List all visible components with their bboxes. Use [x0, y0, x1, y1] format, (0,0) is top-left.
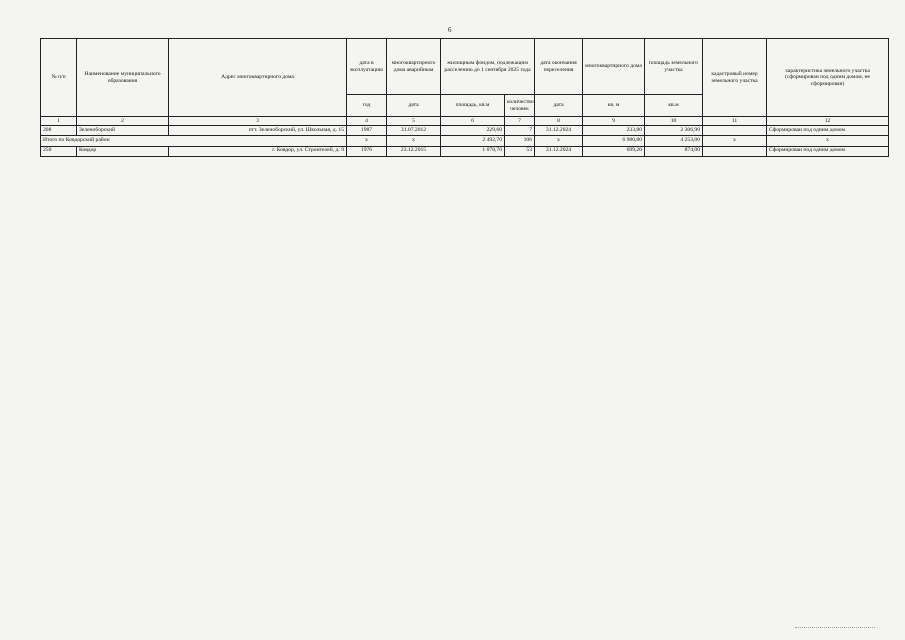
row-year: 1987: [347, 126, 387, 136]
header-resettlement: жилищным фондом, подлежащим расселению до 1 сентября 2025 года: [441, 39, 535, 95]
table-row: [41, 126, 889, 136]
row-end-date: 31.12.2024: [535, 146, 583, 156]
subheader-end-date: дата: [535, 95, 583, 117]
column-index: 9: [583, 117, 645, 126]
subtotal-area: 2 492,70: [441, 136, 505, 146]
row-area: 229,60: [441, 126, 505, 136]
subheader-year: год: [347, 95, 387, 117]
table-header: [41, 39, 889, 126]
row-area: 1 078,70: [441, 146, 505, 156]
column-index: 6: [441, 117, 505, 126]
page-number: 6: [448, 26, 452, 34]
row-building-area: 233,80: [583, 126, 645, 136]
row-address: г. Ковдор, ул. Строителей, д. 9: [169, 146, 347, 156]
column-index: 4: [347, 117, 387, 126]
row-year: 1976: [347, 146, 387, 156]
column-index: 8: [535, 117, 583, 126]
header-land-characteristic: характеристика земельного участка (сформирован под одним домом, не сформирован): [767, 39, 889, 117]
subtotal-label: Итого по Ковдорский район: [41, 136, 347, 146]
subheader-sqm: кв. м: [583, 95, 645, 117]
subtotal-people: 106: [505, 136, 535, 146]
subtotal-characteristic: x: [767, 136, 889, 146]
row-cadastral: [703, 126, 767, 136]
column-index: 5: [387, 117, 441, 126]
table-row: [41, 146, 889, 156]
subtotal-date: x: [387, 136, 441, 146]
subheader-people: количество человек: [505, 95, 535, 117]
row-date: 23.12.2015: [387, 146, 441, 156]
column-index: 1: [41, 117, 77, 126]
column-index: 10: [645, 117, 703, 126]
subtotal-row: [41, 136, 889, 146]
table-body: [41, 126, 889, 157]
column-index: 3: [169, 117, 347, 126]
subheader-sqm2: кв.м: [645, 95, 703, 117]
header-municipality: Наименование муниципального образования: [77, 39, 169, 117]
column-index: 7: [505, 117, 535, 126]
row-people: 7: [505, 126, 535, 136]
header-cadastral: кадастровый номер земельного участка: [703, 39, 767, 117]
subtotal-land-area: 4 253,00: [645, 136, 703, 146]
header-emergency: многоквартирного дома аварийным: [387, 39, 441, 95]
column-index: 2: [77, 117, 169, 126]
scan-artifact: [795, 627, 875, 634]
row-cadastral: [703, 146, 767, 156]
header-commission-year: дата в эксплуатацию: [347, 39, 387, 95]
row-end-date: 31.12.2024: [535, 126, 583, 136]
column-index: 11: [703, 117, 767, 126]
header-end-date: дата окончания переселения: [535, 39, 583, 95]
row-characteristic: Сформирован под одним домом: [767, 146, 889, 156]
subtotal-building-area: 6 980,80: [583, 136, 645, 146]
subtotal-end-date: x: [535, 136, 583, 146]
row-address: пгт. Зеленоборский, ул. Школьная, д. 15: [169, 126, 347, 136]
subtotal-cadastral: x: [703, 136, 767, 146]
row-municipality: Зеленоборский: [77, 126, 169, 136]
subheader-area: площадь, кв.м: [441, 95, 505, 117]
row-number: 208: [41, 126, 77, 136]
subheader-date: дата: [387, 95, 441, 117]
row-building-area: 699,20: [583, 146, 645, 156]
row-land-area: 874,00: [645, 146, 703, 156]
header-number: № п/п: [41, 39, 77, 117]
row-land-area: 2 306,90: [645, 126, 703, 136]
row-number: 250: [41, 146, 77, 156]
row-characteristic: Сформирован под одним домом: [767, 126, 889, 136]
row-people: 53: [505, 146, 535, 156]
header-land-area: площадь земельного участка: [645, 39, 703, 95]
row-municipality: Ковдор: [77, 146, 169, 156]
column-index: 12: [767, 117, 889, 126]
housing-register-table: [40, 38, 889, 157]
header-address: Адрес многоквартирного дома: [169, 39, 347, 117]
column-index-row: [41, 117, 889, 126]
row-date: 31.07.2012: [387, 126, 441, 136]
subtotal-year: x: [347, 136, 387, 146]
header-building: многоквартирного дома: [583, 39, 645, 95]
